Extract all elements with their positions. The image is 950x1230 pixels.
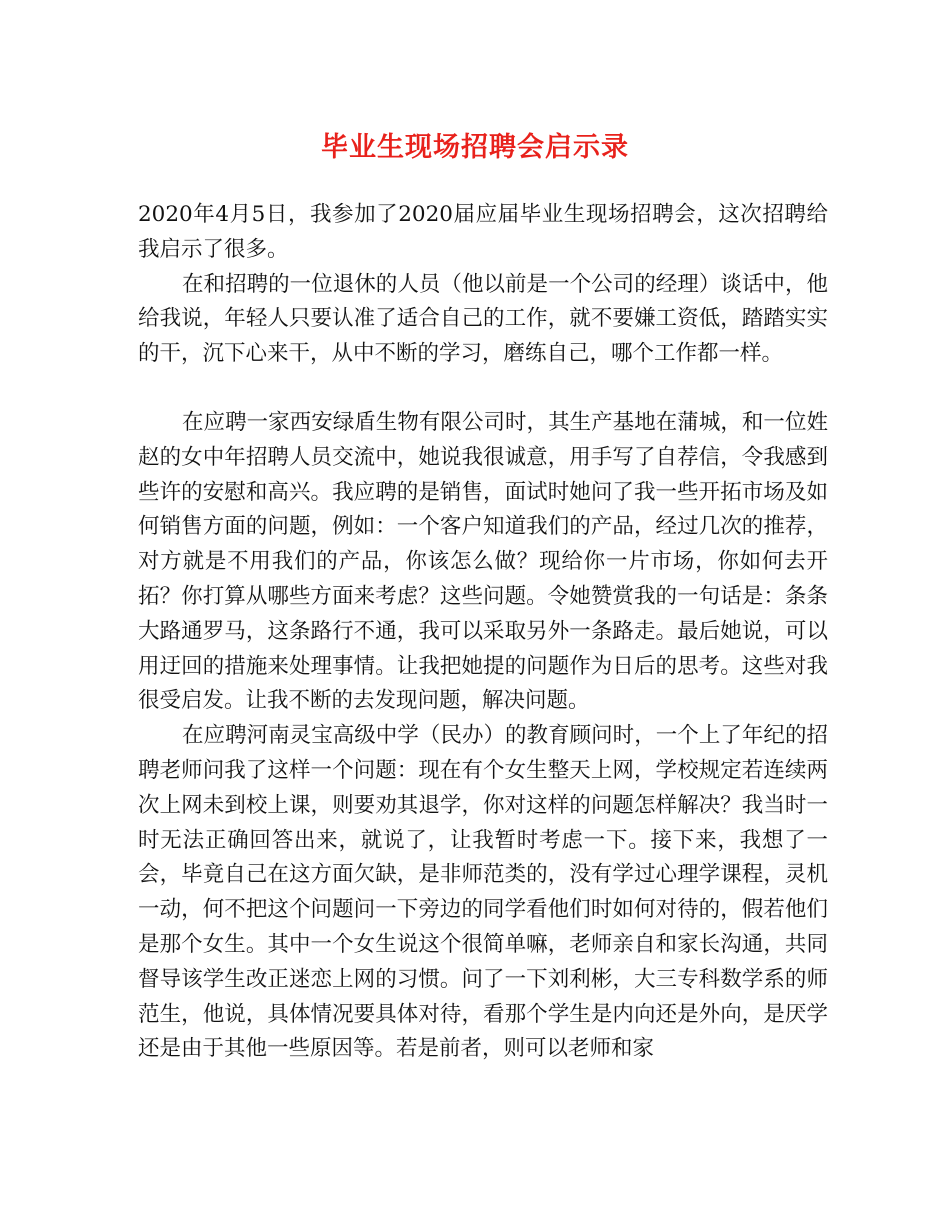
document-title: 毕业生现场招聘会启示录: [321, 132, 629, 163]
paragraph-education-consultant-interview: 在应聘河南灵宝高级中学（民办）的教育顾问时，一个上了年纪的招聘老师问我了这样一个问题：现在有个女生整天上网，学校规定若连续两次上网未到校上课，则要劝其退学，你对这样的问题怎样解决？我当时一时无法正确回答出来，就说了，让我暂时考虑一下。接下来，我想了一会，毕竟自己在这方面欠缺，是非师范类的，没有学过心理学课程，灵机一动，何不把这个问题问一下旁边的同学看他们时如何对待的，假若他们是那个女生。其中一个女生说这个很简单嘛，老师亲自和家长沟通，共同督导该学生改正迷恋上网的习惯。问了一下刘利彬，大三专科数学系的师范生，他说，具体情况要具体对待，看那个学生是内向还是外向，是厌学还是由于其他一些原因等。若是前者，则可以老师和家: [138, 723, 828, 1062]
paragraph-date-intro: 2020年4月5日，我参加了2020届应届毕业生现场招聘会，这次招聘给我启示了很多。: [138, 202, 828, 262]
document-body: [138, 198, 828, 1067]
paragraph-retired-manager-advice: 在和招聘的一位退休的人员（他以前是一个公司的经理）谈话中，他给我说，年轻人只要认准了适合自己的工作，就不要嫌工资低，踏踏实实的干，沉下心来干，从中不断的学习，磨练自己，哪个工作都一样。: [138, 271, 828, 367]
paragraph-sales-interview: 在应聘一家西安绿盾生物有限公司时，其生产基地在蒲城，和一位姓赵的女中年招聘人员交流中，她说我很诚意，用手写了自荐信，令我感到些许的安慰和高兴。我应聘的是销售，面试时她问了我一些开拓市场及如何销售方面的问题，例如：一个客户知道我们的产品，经过几次的推荐，对方就是不用我们的产品，你该怎么做？现给你一片市场，你如何去开拓？你打算从哪些方面来考虑？这些问题。令她赞赏我的一句话是：条条大路通罗马，这条路行不通，我可以采取另外一条路走。最后她说，可以用迂回的措施来处理事情。让我把她提的问题作为日后的思考。这些对我很受启发。让我不断的去发现问题，解决问题。: [138, 409, 828, 714]
